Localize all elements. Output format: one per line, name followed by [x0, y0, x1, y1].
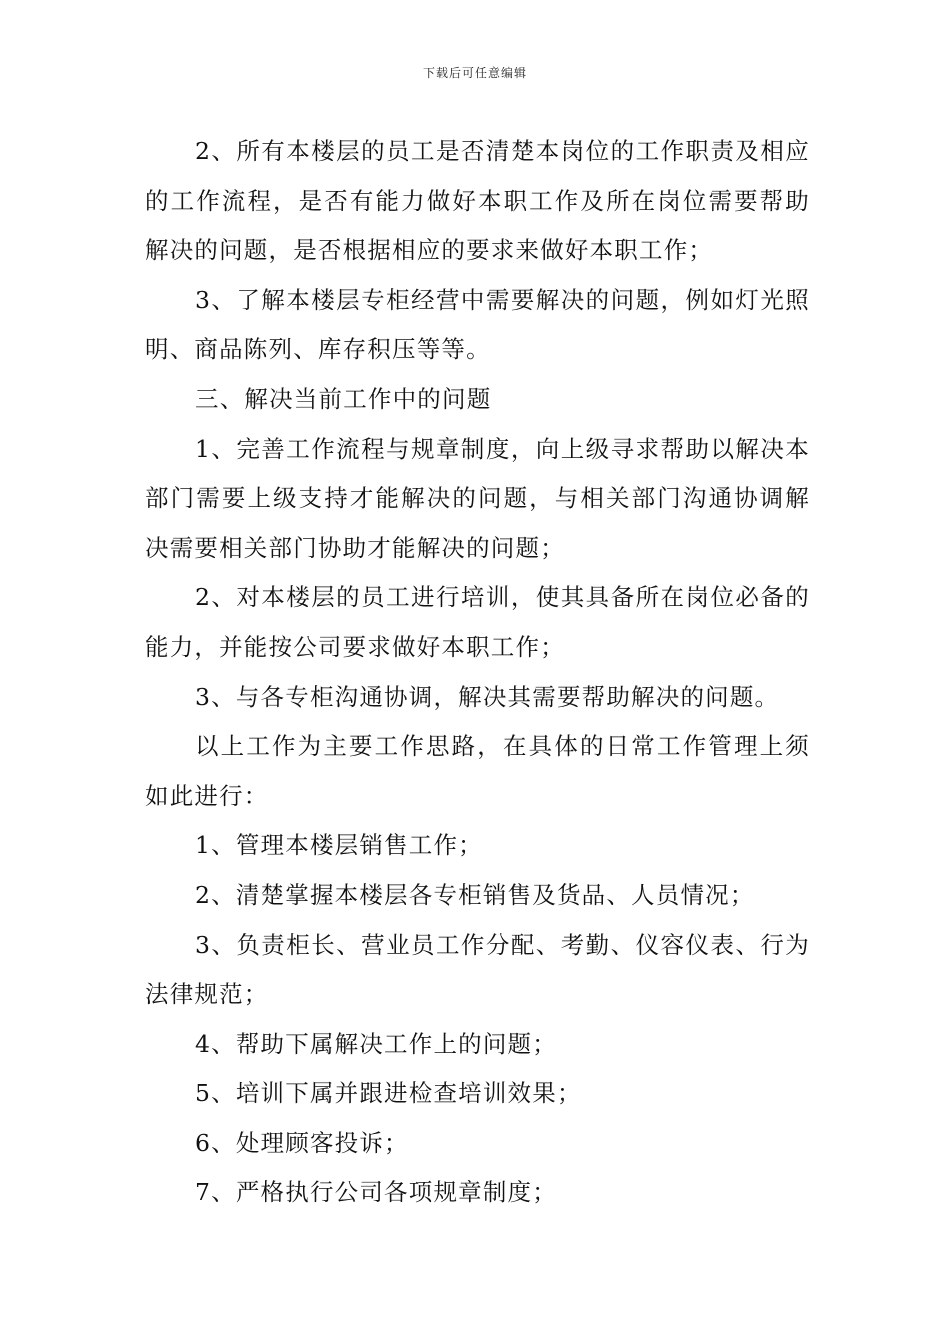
list-item: 2、清楚掌握本楼层各专柜销售及货品、人员情况； — [195, 880, 755, 909]
paragraph: 2、所有本楼层的员工是否清楚本岗位的工作职责及相应的工作流程，是否有能力做好本职工作及所在岗位需要帮助解决的问题，是否根据相应的要求来做好本职工作； — [145, 137, 810, 265]
list-item: 6、处理顾客投诉； — [195, 1128, 409, 1157]
paragraph: 1、完善工作流程与规章制度，向上级寻求帮助以解决本部门需要上级支持才能解决的问题，与相关部门沟通协调解决需要相关部门协助才能解决的问题； — [145, 434, 810, 562]
paragraph: 3、与各专柜沟通协调，解决其需要帮助解决的问题。 — [195, 682, 780, 711]
list-item: 1、管理本楼层销售工作； — [195, 831, 483, 860]
paragraph: 3、了解本楼层专柜经营中需要解决的问题，例如灯光照明、商品陈列、库存积压等等。 — [145, 285, 810, 364]
paragraph: 以上工作为主要工作思路，在具体的日常工作管理上须如此进行： — [145, 732, 810, 810]
section-heading: 三、解决当前工作中的问题 — [195, 384, 492, 413]
list-item: 7、严格执行公司各项规章制度； — [195, 1178, 557, 1207]
list-item: 5、培训下属并跟进检查培训效果； — [195, 1079, 582, 1108]
page-header: 下载后可任意编辑 — [422, 66, 527, 80]
document-body — [145, 127, 810, 1218]
paragraph: 2、对本楼层的员工进行培训，使其具备所在岗位必备的能力，并能按公司要求做好本职工作； — [145, 583, 810, 661]
list-item: 3、负责柜长、营业员工作分配、考勤、仪容仪表、行为法律规范； — [145, 930, 810, 1009]
list-item: 4、帮助下属解决工作上的问题； — [195, 1029, 557, 1058]
